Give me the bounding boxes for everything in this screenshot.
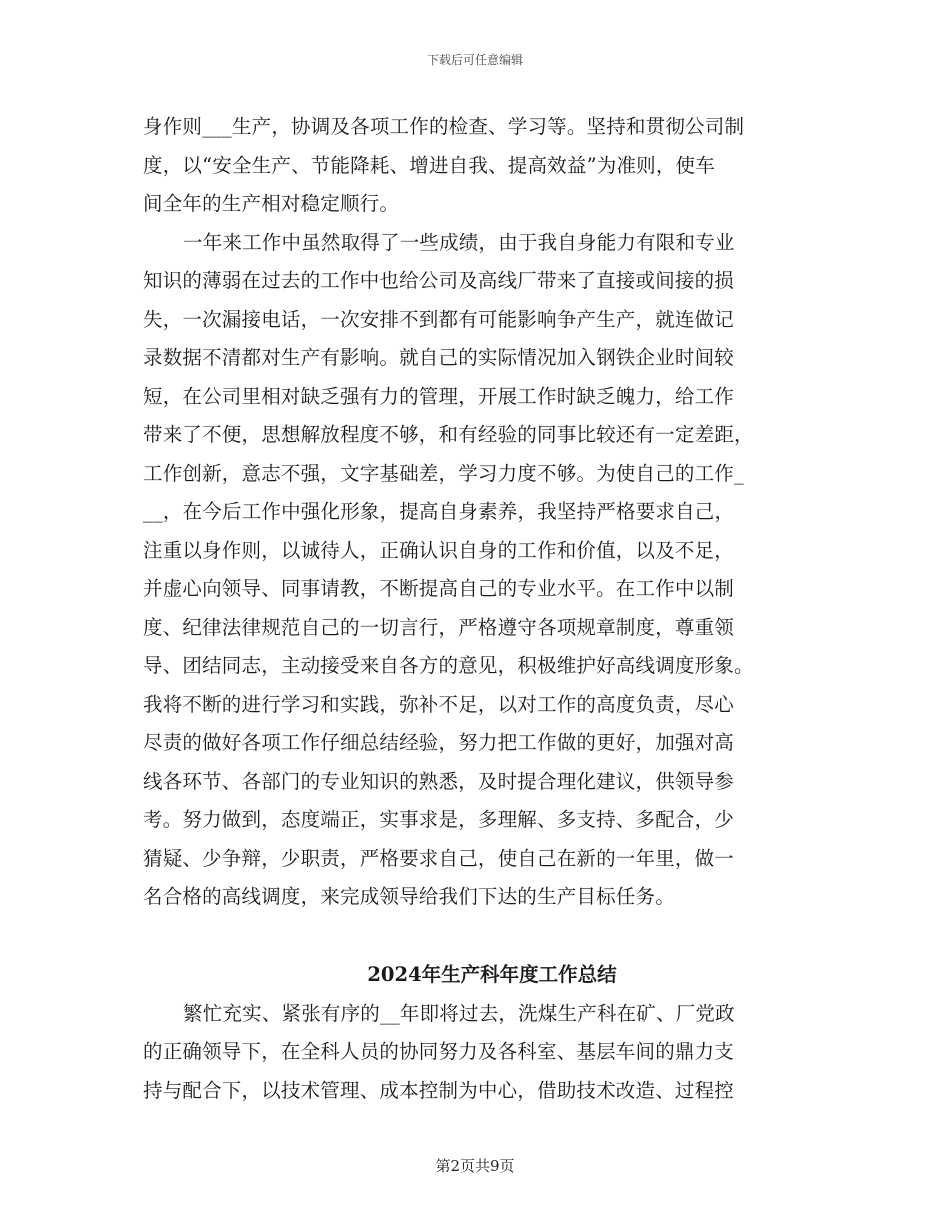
text-line: 线各环节、各部门的专业知识的熟悉，及时提合理化建议，供领导参: [143, 769, 735, 793]
text-line: 名合格的高线调度，来完成领导给我们下达的生产目标任务。: [143, 885, 675, 908]
paragraph-self-review: [143, 224, 811, 917]
text-line: 工作创新，意志不强，文字基础差，学习力度不够。为使自己的工作_: [143, 461, 744, 485]
text-line: 失，一次漏接电话，一次安排不到都有可能影响争产生产，就连做记: [143, 307, 735, 331]
section-title: 2024年生产科年度工作总结: [367, 962, 617, 986]
document-body: [143, 108, 811, 1110]
text-line: 知识的薄弱在过去的工作中也给公司及高线厂带来了直接或间接的损: [143, 269, 735, 292]
text-line: 一年来工作中虽然取得了一些成绩，由于我自身能力有限和专业: [183, 230, 735, 254]
text-line: 短，在公司里相对缺乏强有力的管理，开展工作时缺乏魄力，给工作: [143, 384, 735, 408]
text-line: 度，以“安全生产、节能降耗、增进自我、提高效益”为准则，使车: [143, 153, 715, 177]
text-line: 猜疑、少争辩，少职责，严格要求自己，使自己在新的一年里，做一: [143, 846, 735, 870]
paragraph-continuation: [143, 108, 811, 224]
text-line: 导、团结同志，主动接受来自各方的意见，积极维护好高线调度形象。: [143, 654, 754, 677]
text-line: 并虚心向领导、同事请教，不断提高自己的专业水平。在工作中以制: [143, 577, 735, 600]
text-line: 带来了不便，思想解放程度不够，和有经验的同事比较还有一定差距，: [143, 423, 754, 446]
text-line: 度、纪律法律规范自己的一切言行，严格遵守各项规章制度，尊重领: [143, 615, 735, 639]
page-header-note: 下载后可任意编辑: [426, 53, 523, 67]
section-spacer: [143, 917, 811, 955]
text-line: 的正确领导下，在全科人员的协同努力及各科室、基层车间的鼎力支: [143, 1040, 735, 1063]
text-line: 注重以身作则，以诚待人，正确认识自身的工作和价值，以及不足，: [143, 538, 735, 562]
text-line: 间全年的生产相对稳定顺行。: [143, 192, 400, 215]
text-line: 身作则___生产，协调及各项工作的检查、学习等。坚持和贯彻公司制: [143, 115, 745, 138]
text-line: 尽责的做好各项工作仔细总结经验，努力把工作做的更好，加强对高: [143, 731, 735, 754]
text-line: 繁忙充实、紧张有序的__年即将过去，洗煤生产科在矿、厂党政: [183, 1001, 735, 1025]
text-line: 我将不断的进行学习和实践，弥补不足，以对工作的高度负责，尽心: [143, 692, 735, 716]
text-line: 录数据不清都对生产有影响。就自己的实际情况加入钢铁企业时间较: [143, 346, 735, 369]
text-line: 考。努力做到，态度端正，实事求是，多理解、多支持、多配合，少: [143, 808, 735, 831]
text-line: __，在今后工作中强化形象，提高自身素养，我坚持严格要求自己，: [143, 500, 735, 523]
text-line: 持与配合下，以技术管理、成本控制为中心，借助技术改造、过程控: [143, 1078, 735, 1102]
page-number: 第2页共9页: [435, 1157, 515, 1175]
paragraph-annual-summary: [143, 995, 811, 1111]
